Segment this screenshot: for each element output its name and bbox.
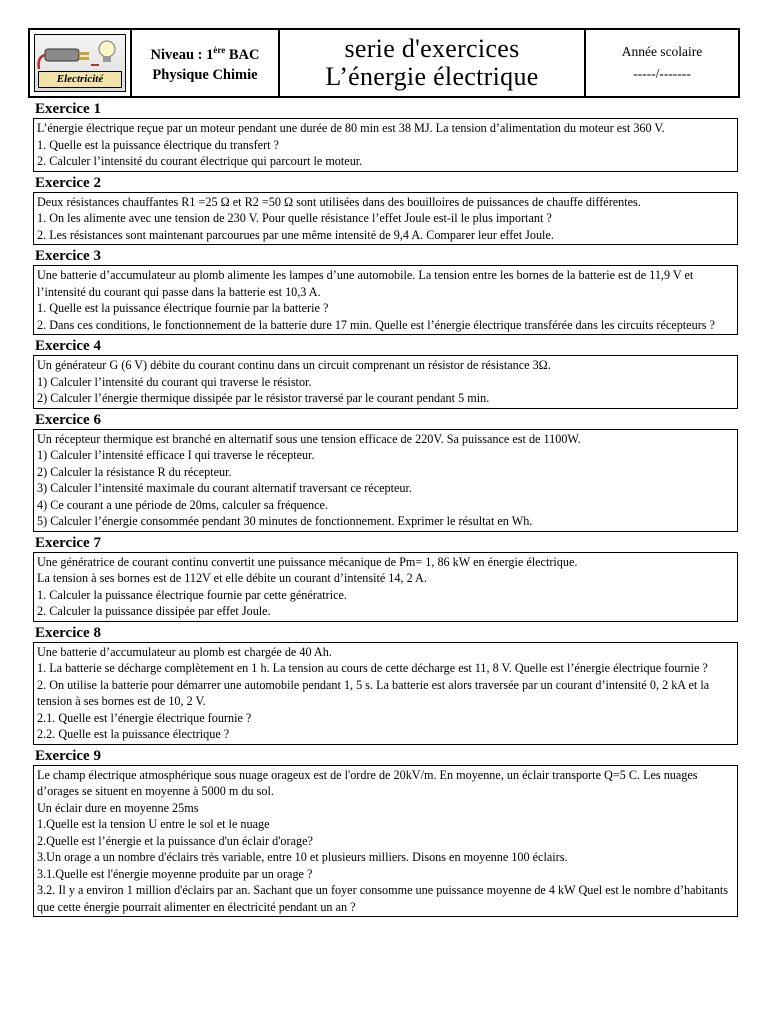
exercise-box — [33, 118, 738, 172]
exercise-line: 2.1. Quelle est l’énergie électrique fournie ? — [37, 710, 252, 725]
year-label: Année scolaire — [621, 44, 703, 59]
exercise-line: 3) Calculer l’intensité maximale du courant alternatif traversant ce récepteur. — [37, 481, 412, 495]
exercise-line: 5) Calculer l’énergie consommée pendant 30 minutes de fonctionnement. Exprimer le résultat en Wh. — [37, 514, 533, 528]
logo-cell — [30, 30, 132, 96]
logo-label: Electricité — [38, 71, 122, 88]
exercise-line: La tension à ses bornes est de 112V et elle débite un courant d’intensité 14, 2 A. — [37, 571, 427, 585]
exercise-line: 2. Calculer la puissance dissipée par effet Joule. — [37, 604, 271, 618]
exercise-box — [33, 355, 738, 409]
year-cell — [586, 30, 738, 96]
exercise-box — [33, 429, 738, 532]
exercise-line: Deux résistances chauffantes R1 =25 Ω et R2 =50 Ω sont utilisées dans des bouilloires de puissances de chauffe différentes. — [37, 194, 641, 209]
exercise-title: Exercice 7 — [35, 534, 101, 551]
level-suffix: BAC — [225, 46, 260, 63]
electricity-logo — [34, 34, 126, 92]
exercise-line: 2. Les résistances sont maintenant parcourues par une même intensité de 9,4 A. Comparer leur effet Joule. — [37, 227, 554, 242]
exercise-box — [33, 265, 738, 335]
exercise-title: Exercice 9 — [35, 747, 101, 764]
exercise-line: Une génératrice de courant continu convertit une puissance mécanique de Pm= 1, 86 kW en énergie électrique. — [37, 554, 578, 569]
exercise-line: 3.1.Quelle est l'énergie moyenne produite par un orage ? — [37, 866, 313, 881]
exercise-title: Exercice 1 — [35, 101, 101, 117]
exercise-title: Exercice 2 — [35, 174, 101, 191]
exercise-title: Exercice 3 — [35, 248, 101, 264]
page-title: serie d'exercices — [344, 34, 520, 63]
exercise-list — [33, 100, 738, 919]
exercise-line: Une batterie d’accumulateur au plomb alimente les lampes d’une automobile. La tension entre les bornes de la batterie est de 11,9 V et l’intensité du courant qui passe dans la batterie est 10,3 A. — [37, 268, 694, 299]
exercise-line: Un éclair dure en moyenne 25ms — [37, 800, 199, 815]
exercise-box — [33, 192, 738, 246]
exercise-line: 2) Calculer l’énergie thermique dissipée par le résistor traversé par le courant pendant 5 min. — [37, 391, 490, 405]
exercise-box — [33, 552, 738, 622]
level-prefix: Niveau : 1 — [150, 46, 214, 63]
exercise-line: Le champ électrique atmosphérique sous nuage orageux est de l'ordre de 20kV/m. En moyenne, un éclair transporte Q=5 C. Les nuages d’orages se situent en moyenne à 5000 m du sol. — [37, 767, 698, 798]
year-value: -----/------- — [633, 66, 691, 81]
exercise-line: Un générateur G (6 V) débite du courant continu dans un circuit comprenant un résistor de résistance 3Ω. — [37, 358, 551, 372]
exercise-title: Exercice 4 — [35, 338, 101, 354]
exercise-box — [33, 765, 738, 918]
exercise-line: 2. Calculer l’intensité du courant électrique qui parcourt le moteur. — [37, 154, 363, 168]
exercise-line: L’énergie électrique reçue par un moteur pendant une durée de 80 min est 38 MJ. La tension d’alimentation du moteur est 360 V. — [37, 121, 665, 135]
exercise-box — [33, 642, 738, 745]
plug-icon — [35, 35, 125, 75]
exercise-line: 3.2. Il y a environ 1 million d'éclairs par an. Sachant que un foyer consomme une puissance moyenne de 4 kW Quel est le nombre d’habitants que cette énergie pourrait alimenter en électricité pendant un an ? — [37, 883, 729, 914]
exercise-line: 1. On les alimente avec une tension de 230 V. Pour quelle résistance l’effet Joule est-il le plus important ? — [37, 211, 552, 225]
level-sup: ère — [213, 44, 226, 55]
exercise-line: Une batterie d’accumulateur au plomb est chargée de 40 Ah. — [37, 644, 332, 659]
page-header — [28, 28, 740, 98]
exercise-line: 2. On utilise la batterie pour démarrer une automobile pendant 1, 5 s. La batterie est alors traversée par un courant d’intensité 0, 2 kA et la tension à ses bornes est de 10, 2 V. — [37, 677, 710, 708]
exercise-line: 1. La batterie se décharge complètement en 1 h. La tension au cours de cette décharge est 11, 8 V. Quelle est l’énergie électrique fournie ? — [37, 661, 708, 675]
exercise-line: 3.Un orage a un nombre d'éclairs très variable, entre 10 et plusieurs milliers. Disons en moyenne 100 éclairs. — [37, 850, 568, 864]
exercise-title: Exercice 8 — [35, 624, 101, 641]
exercise-line: 4) Ce courant a une période de 20ms, calculer sa fréquence. — [37, 497, 329, 512]
exercise-line: 1. Calculer la puissance électrique fournie par cette génératrice. — [37, 587, 347, 602]
level-cell — [132, 30, 280, 96]
level-text — [151, 40, 260, 66]
exercise-line: Un récepteur thermique est branché en alternatif sous une tension efficace de 220V. Sa puissance est de 1100W. — [37, 431, 581, 446]
exercise-line: 2.2. Quelle est la puissance électrique ? — [37, 727, 230, 741]
exercise-line: 1. Quelle est la puissance électrique du transfert ? — [37, 137, 279, 152]
exercise-title: Exercice 6 — [35, 411, 101, 428]
exercise-line: 2. Dans ces conditions, le fonctionnement de la batterie dure 17 min. Quelle est l’énergie électrique transférée dans les circuits récepteurs ? — [37, 317, 715, 332]
exercise-line: 1.Quelle est la tension U entre le sol et le nuage — [37, 817, 270, 831]
exercise-line: 1. Quelle est la puissance électrique fournie par la batterie ? — [37, 301, 329, 315]
exercise-line: 2.Quelle est l’énergie et la puissance d'un éclair d'orage? — [37, 833, 313, 848]
exercise-line: 1) Calculer l’intensité efficace I qui traverse le récepteur. — [37, 448, 315, 462]
exercise-line: 1) Calculer l’intensité du courant qui traverse le résistor. — [37, 374, 312, 389]
exercise-line: 2) Calculer la résistance R du récepteur. — [37, 464, 232, 479]
page-subtitle: L’énergie électrique — [325, 62, 539, 91]
subject: Physique Chimie — [152, 67, 258, 84]
title-cell — [280, 30, 586, 96]
